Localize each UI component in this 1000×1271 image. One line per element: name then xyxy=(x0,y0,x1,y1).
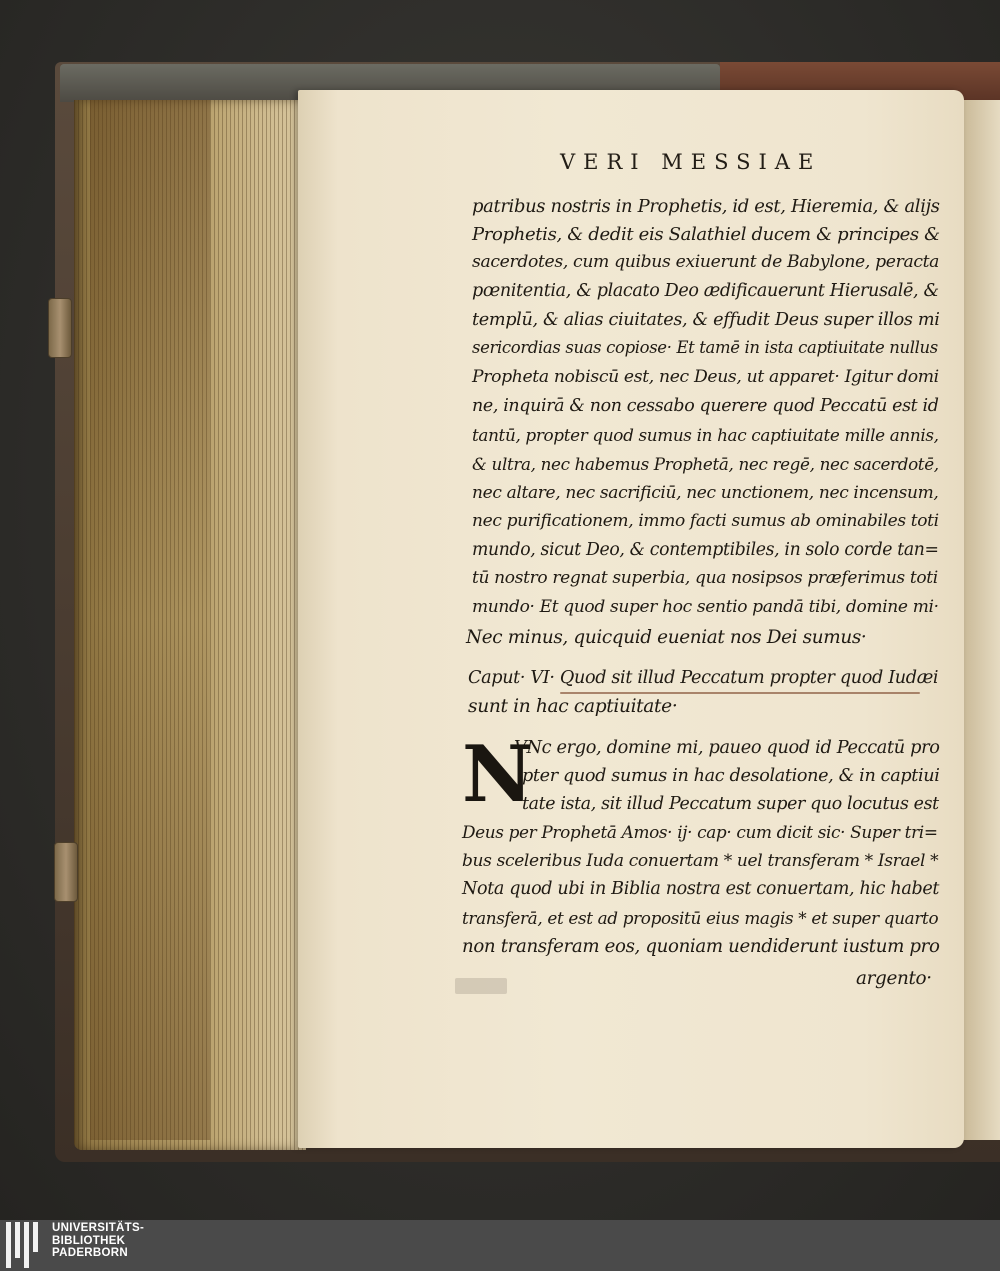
text-line: sacerdotes, cum quibus exiuerunt de Babylone, peracta xyxy=(472,252,940,272)
text-line: VNc ergo, domine mi, paueo quod id Peccatū pro xyxy=(514,738,940,758)
text-line: Nec minus, quicquid eueniat nos Dei sumus· xyxy=(466,627,867,648)
text-line: Deus per Prophetā Amos· ij· cap· cum dicit sic· Super tri= xyxy=(462,822,938,842)
text-line: Nota quod ubi in Biblia nostra est conuertam, hic habet xyxy=(462,879,940,899)
text-line: templū, & alias ciuitates, & effudit Deus super illos mi xyxy=(472,310,940,330)
text-line: Propheta nobiscū est, nec Deus, ut apparet· Igitur domi xyxy=(472,367,939,387)
catchword: argento· xyxy=(856,968,932,989)
upper-clasp xyxy=(48,298,72,358)
text-line: tate ista, sit illud Peccatum super quo locutus est xyxy=(522,794,939,814)
text-line: ne, inquirā & non cessabo querere quod Peccatū est id xyxy=(472,396,939,416)
drop-cap: N xyxy=(462,729,534,820)
text-line: bus sceleribus Iuda conuertam * uel transferam * Israel * xyxy=(462,851,939,871)
library-logo-icon xyxy=(6,1222,46,1268)
faint-stamp-mark xyxy=(455,978,507,994)
text-line: sericordias suas copiose· Et tamē in ista captiuitate nullus xyxy=(472,338,938,357)
heading-underline-mark xyxy=(560,692,920,694)
text-line: mundo, sicut Deo, & contemptibiles, in solo corde tan= xyxy=(472,540,939,560)
text-line: pœnitentia, & placato Deo ædificauerunt Hierusalē, & xyxy=(472,281,939,301)
running-head: VERI MESSIAE xyxy=(560,150,822,174)
footer-bar xyxy=(0,1220,1000,1271)
logo-line-3: PADERBORN xyxy=(52,1247,128,1259)
text-line: patribus nostris in Prophetis, id est, Hieremia, & alijs xyxy=(472,196,940,217)
text-line: tū nostro regnat superbia, qua nosipsos præferimus toti xyxy=(472,568,938,588)
text-line: nec altare, nec sacrificiū, nec unctionem, nec incensum, xyxy=(472,483,939,503)
text-line: transferā, et est ad propositū eius magis * et super quarto xyxy=(462,908,939,928)
text-line: Prophetis, & dedit eis Salathiel ducem & principes & xyxy=(472,224,940,245)
lower-clasp xyxy=(54,842,78,902)
logo-line-2: BIBLIOTHEK xyxy=(52,1234,126,1247)
page-block-edge xyxy=(74,100,306,1150)
text-line: mundo· Et quod super hoc sentio pandā tibi, domine mi· xyxy=(472,597,939,617)
text-line: tantū, propter quod sumus in hac captiuitate mille annis, xyxy=(472,425,939,445)
text-line: non transferam eos, quoniam uendiderunt iustum pro xyxy=(462,936,940,957)
text-line: pter quod sumus in hac desolatione, & in captiui xyxy=(522,766,940,786)
text-line: Caput· VI· Quod sit illud Peccatum propter quod Iudæi xyxy=(468,668,939,688)
text-line: sunt in hac captiuitate· xyxy=(468,696,678,717)
facing-page-edge xyxy=(962,100,1000,1140)
logo-line-1: UNIVERSITÄTS- xyxy=(52,1222,145,1234)
library-logo-text xyxy=(52,1222,144,1260)
text-line: & ultra, nec habemus Prophetā, nec regē, nec sacerdotē, xyxy=(472,454,939,474)
printed-page xyxy=(298,90,964,1148)
text-line: nec purificationem, immo facti sumus ab ominabiles toti xyxy=(472,511,939,531)
